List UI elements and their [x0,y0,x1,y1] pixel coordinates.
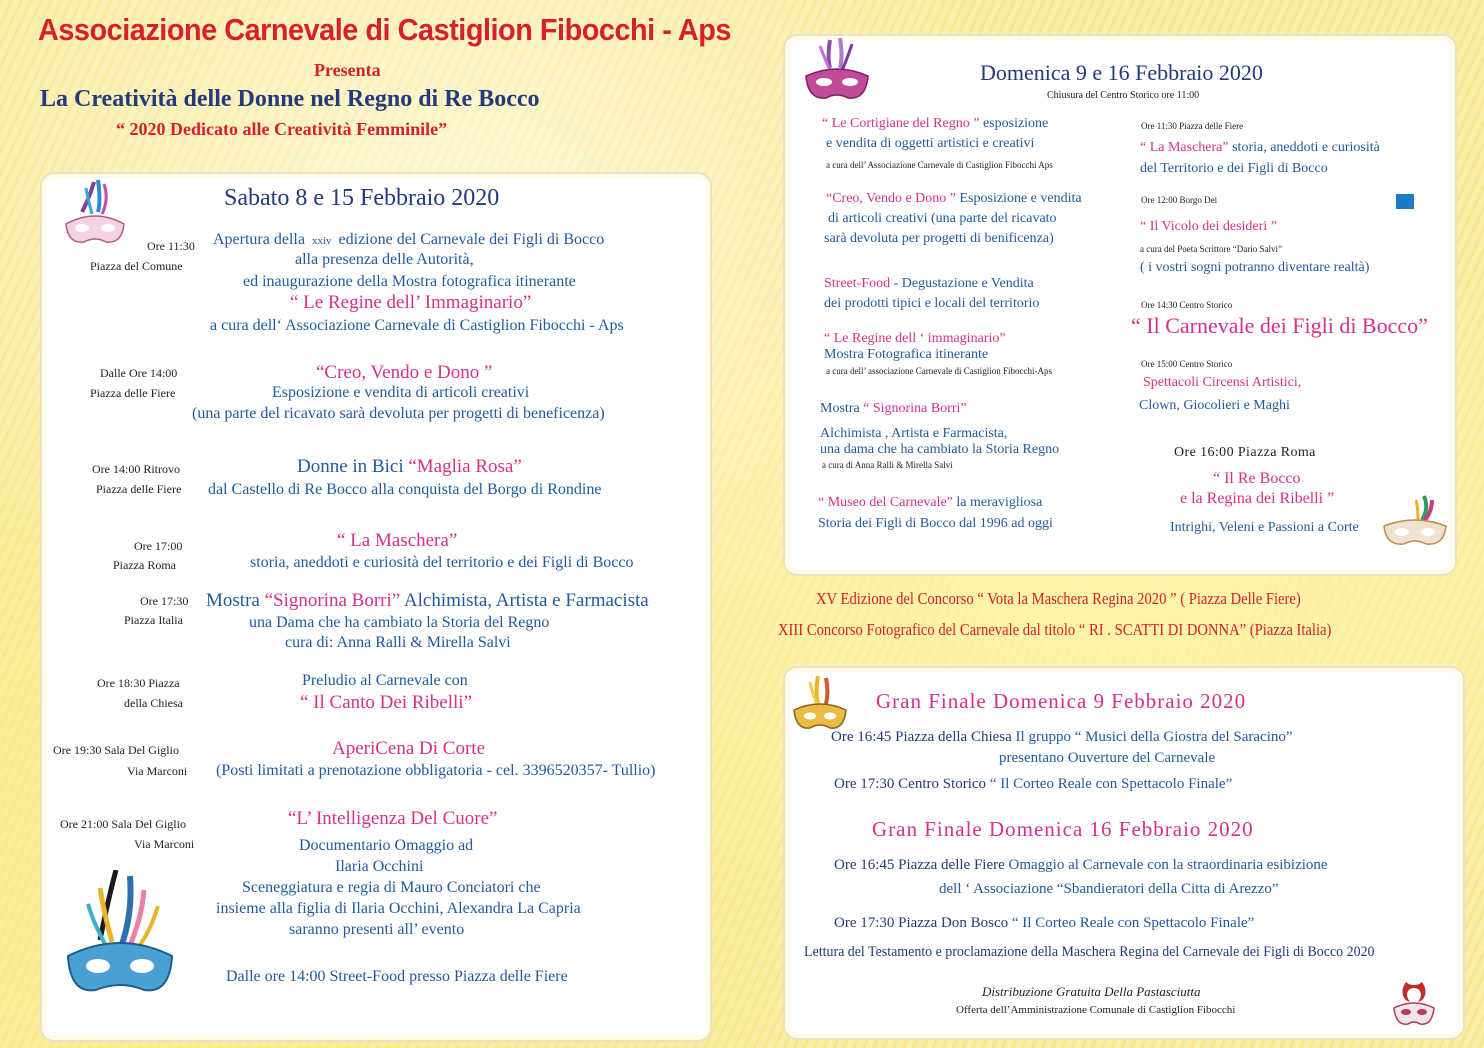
event-title: “ La Maschera” [337,530,458,551]
event-text: la meravigliosa [952,495,1043,510]
event-title: “ La Maschera” [1140,140,1229,155]
event-title-highlight: “Signorina Borri” [264,590,401,611]
event-time: Ore 14:00 Ritrovo [92,462,180,476]
event-credit: a cura dell’ Associazione Carnevale di Castiglion Fibocchi Aps [826,160,1053,170]
event-text: Storia dei Figli di Bocco dal 1996 ad oggi [818,516,1053,531]
offer-note: Offerta dell’Amministrazione Comunale di Castiglion Fibocchi [956,1004,1236,1016]
event-text: dell ‘ Associazione [939,881,1054,897]
saturday-title: Sabato 8 e 15 Febbraio 2020 [224,185,500,211]
event-text: una Dama che ha cambiato la Storia del Regno [249,614,550,631]
event-text: dei prodotti tipici e locali del territorio [824,296,1040,311]
event-title: Street-Food [824,276,891,291]
event-text: cura di: Anna Ralli & Mirella Salvi [285,634,511,651]
event-place: Piazza delle Fiere [96,482,182,496]
event-text: Mostra Fotografica itinerante [824,347,989,362]
carnival-mask-icon [1380,494,1450,548]
event-title: e la Regina dei Ribelli ” [1180,490,1335,507]
event-text: Apertura della [213,231,305,248]
event-place: Via Marconi [127,764,188,778]
closure-note: Chiusura del Centro Storico ore 11:00 [1047,90,1200,101]
event-time: Ore 21:00 Sala Del Giglio [60,817,186,831]
pasta-note: Distribuzione Gratuita Della Pastasciutta [982,984,1201,999]
event-text: a cura dell‘ Associazione Carnevale di Castiglion Fibocchi - Aps [210,317,624,334]
event-text: ( i vostri sogni potranno diventare realtà) [1140,260,1370,275]
event-text: Esposizione e vendita di articoli creativi [272,384,530,401]
event-text: del Territorio e dei Figli di Bocco [1140,161,1328,176]
event-time: Dalle Ore 14:00 [100,366,178,380]
event-title: Mostra [206,590,260,611]
event-title: Donne in Bici [297,456,404,477]
event-place: Via Marconi [134,837,195,851]
event-text: Ilaria Occhini [335,858,424,875]
event-time: Ore 16:45 Piazza della Chiesa [831,729,1012,745]
event-title: “ Museo del Carnevale” [818,495,953,510]
contest-line: XIII Concorso Fotografico del Carnevale dal titolo “ RI . SCATTI DI DONNA” (Piazza Italia) [778,620,1332,639]
event-time: Ore 18:30 Piazza [97,676,180,690]
event-title: “ Il Vicolo dei desideri ” [1140,219,1277,234]
event-place: Piazza Italia [124,613,183,627]
event-credit: a cura di Anna Ralli & Mirella Salvi [822,460,953,470]
event-text: ed inaugurazione della Mostra fotografica itinerante [243,273,576,290]
event-text: Intrighi, Veleni e Passioni a Corte [1170,520,1359,535]
event-text: “ Il Corteo Reale con Spettacolo Finale” [1008,915,1255,931]
event-place: Piazza delle Fiere [90,386,176,400]
carnival-mask-icon [60,178,130,250]
event-text: Documentario Omaggio ad [299,837,474,854]
event-credit: a cura del Poeta Scrittore “Dario Salvi” [1140,244,1282,254]
event-text: storia, aneddoti e curiosità del territorio e dei Figli di Bocco [250,554,634,571]
event-text: alla presenza delle Autorità, [295,251,474,268]
carnival-mask-icon [800,38,874,104]
event-place: Piazza Roma [113,558,176,572]
event-text: presentano Ouverture del Carnevale [999,750,1216,766]
finale-title: Gran Finale Domenica 9 Febbraio 2020 [876,689,1247,713]
event-title: “Creo, Vendo e Dono ” [826,191,956,206]
finale-title: Gran Finale Domenica 16 Febbraio 2020 [872,817,1254,841]
event-time: Ore 11:30 Piazza delle Fiere [1141,121,1244,131]
event-credit: a cura dell’ associazione Carnevale di Castiglion Fibocchi-Aps [826,366,1053,376]
event-text: storia, aneddoti e curiosità [1228,140,1380,155]
event-title: Spettacoli Circensi Artistici, [1143,375,1302,390]
event-time: Ore 11:30 [147,239,195,253]
event-text: “Sbandieratori della Citta di Arezzo” [1053,881,1279,897]
event-time: Ore 16:00 Piazza Roma [1174,445,1316,460]
event-title: “ Le Regine dell ‘ immaginario” [824,331,1006,346]
event-text: Lettura del Testamento e proclamazione della Maschera Regina del Carnevale dei Figli di Bocco 2020 [804,944,1375,960]
event-title-highlight: “Maglia Rosa” [408,456,522,477]
theme-title: La Creatività delle Donne nel Regno di Re Bocco [40,86,540,112]
event-time: Ore 15:00 Centro Storico [1141,359,1233,369]
square-marker [1396,194,1414,209]
association-title: Associazione Carnevale di Castiglion Fibocchi - Aps [38,12,731,47]
event-text: edizione del Carnevale dei Figli di Bocco [338,231,605,248]
event-text: “ Il Corteo Reale con Spettacolo Finale” [986,776,1233,792]
event-text: esposizione [979,116,1049,131]
event-title: “ Il Carnevale dei Figli di Bocco” [1131,313,1428,338]
event-text: Alchimista , Artista e Farmacista, [820,426,1008,441]
event-text: Il gruppo “ Musici della Giostra del Saracino” [1011,729,1293,745]
carnival-mask-icon [1390,978,1438,1028]
presents-label: Presenta [314,60,381,80]
carnival-mask-icon [790,674,850,732]
contest-line: XV Edizione del Concorso “ Vota la Maschera Regina 2020 ” ( Piazza Delle Fiere) [816,589,1301,608]
exhibition-title: “ Le Regine dell’ Immaginario” [290,292,532,313]
sunday-title: Domenica 9 e 16 Febbraio 2020 [980,60,1263,85]
event-text: Mostra [820,401,860,416]
event-time: Ore 17:00 [134,539,183,553]
event-time: Ore 12:00 Borgo Dei [1141,195,1218,205]
street-food-note: Dalle ore 14:00 Street-Food presso Piazza delle Fiere [226,968,568,985]
event-time: Ore 17:30 [140,594,189,608]
event-title: “L’ Intelligenza Del Cuore” [288,808,498,829]
event-time: Ore 19:30 Sala Del Giglio [53,743,179,757]
event-text: (una parte del ricavato sarà devoluta per progetti di beneficenza) [192,405,605,422]
event-text: di articoli creativi (una parte del ricavato [828,211,1057,226]
event-title: Alchimista, Artista e Farmacista [403,590,649,611]
event-title: “ Il Canto Dei Ribelli” [300,692,473,713]
event-text: e vendita di oggetti artistici e creativi [826,136,1035,151]
event-text: una dama che ha cambiato la Storia Regno [820,442,1060,457]
event-text: - Degustazione e Vendita [890,276,1034,291]
event-title: “Creo, Vendo e Dono ” [316,362,493,383]
event-title: “ Le Cortigiane del Regno ” [822,116,980,131]
event-text: Clown, Giocolieri e Maghi [1139,398,1290,413]
event-text: (Posti limitati a prenotazione obbligatoria - cel. 3396520357- Tullio) [216,762,656,779]
event-text: Sceneggiatura e regia di Mauro Conciatori che [242,879,541,896]
event-time: Ore 17:30 Centro Storico [834,776,987,792]
event-text: dal Castello di Re Bocco alla conquista del Borgo di Rondine [208,481,602,498]
event-text: saranno presenti all’ evento [289,921,465,938]
event-place: della Chiesa [124,696,183,710]
event-text: Preludio al Carnevale con [302,672,468,689]
carnival-mask-icon [60,870,180,1000]
event-title: AperiCena Di Corte [332,738,486,759]
event-time: Ore 16:45 Piazza delle Fiere [834,857,1005,873]
event-text: Omaggio al Carnevale con la straordinaria esibizione [1004,857,1328,873]
event-text: sarà devoluta per progetti di benificenza) [824,231,1054,246]
event-place: Piazza del Comune [90,259,183,273]
edition-number: xxiv [311,235,332,247]
event-text: insieme alla figlia di Ilaria Occhini, Alexandra La Capria [216,900,581,917]
event-title: “ Signorina Borri” [859,401,967,416]
event-text: Esposizione e vendita [956,191,1082,206]
event-time: Ore 17:30 Piazza Don Bosco [834,915,1009,931]
dedication-subtitle: “ 2020 Dedicato alle Creatività Femminile” [116,119,448,139]
event-time: Ore 14:30 Centro Storico [1141,300,1233,310]
event-title: “ Il Re Bocco [1213,470,1301,487]
